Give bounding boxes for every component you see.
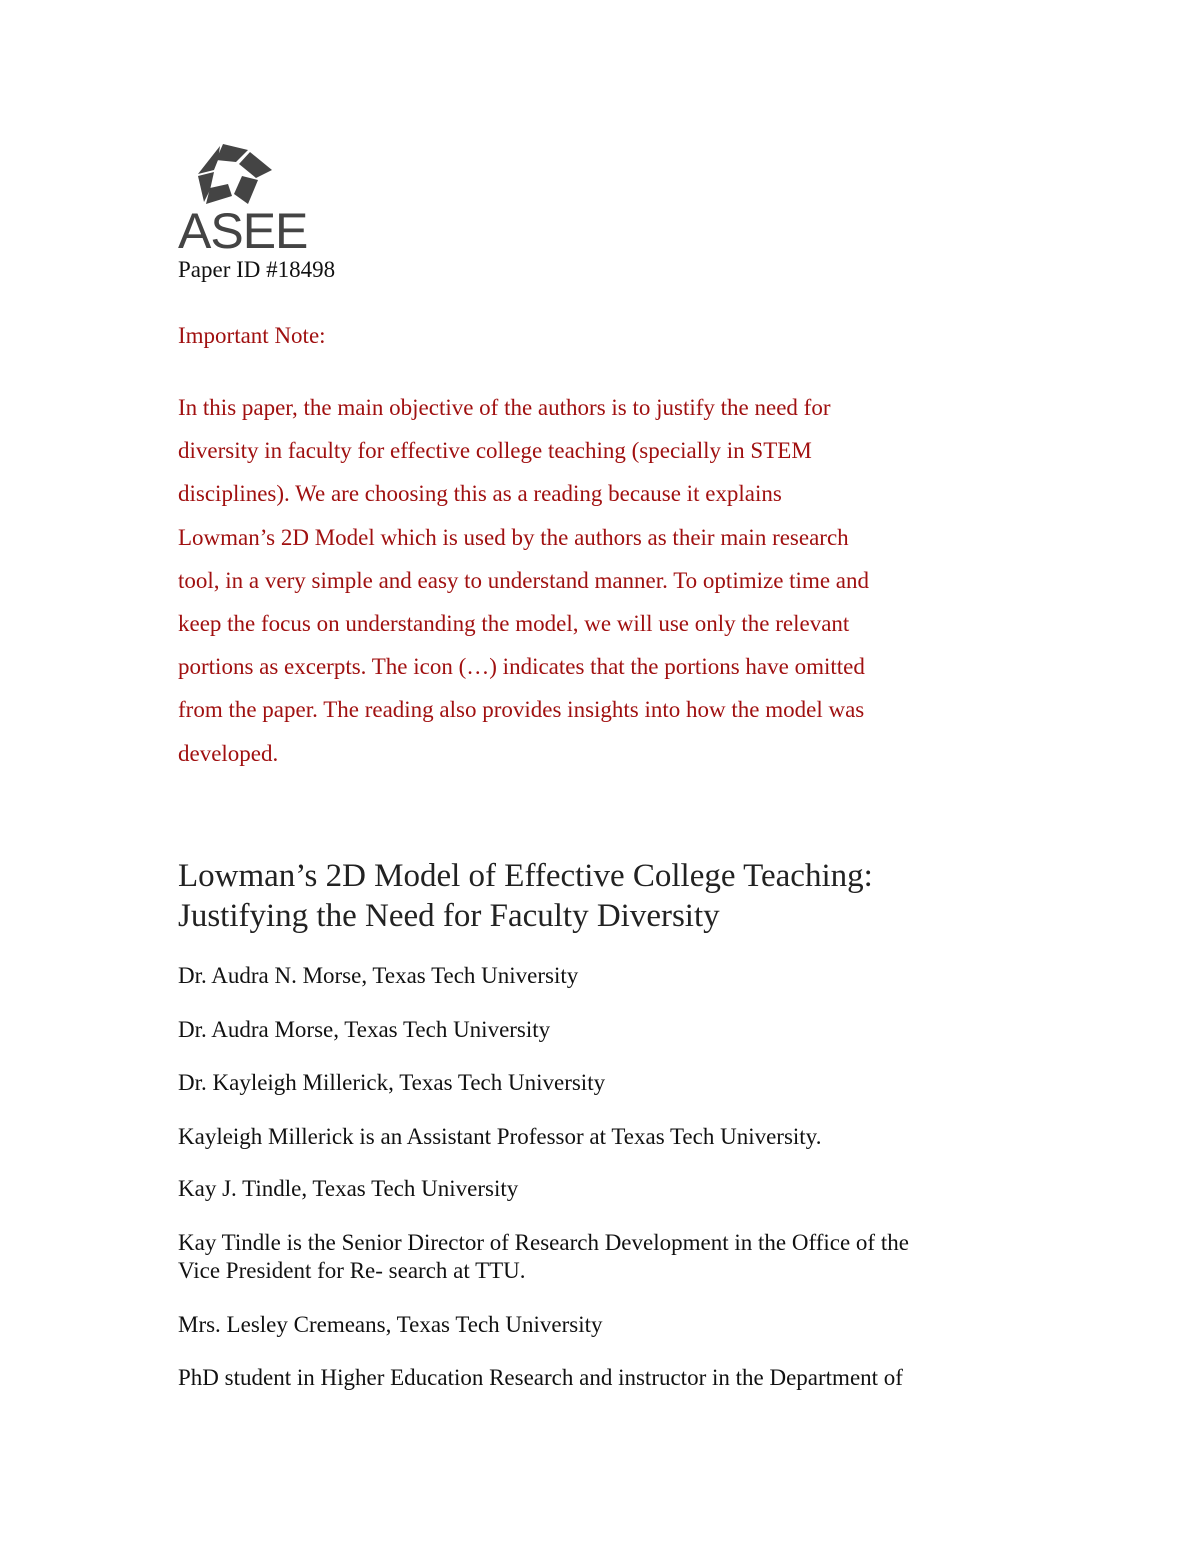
asee-logo-wordmark: ASEE bbox=[178, 203, 308, 259]
author-line: Dr. Audra Morse, Texas Tech University bbox=[178, 1017, 551, 1042]
paper-id: Paper ID #18498 bbox=[178, 257, 336, 282]
note-line: Lowman’s 2D Model which is used by the authors as their main research bbox=[178, 524, 849, 550]
author-line: Kay J. Tindle, Texas Tech University bbox=[178, 1176, 519, 1201]
paper-title bbox=[178, 856, 1058, 936]
note-line: diversity in faculty for effective college teaching (specially in STEM bbox=[178, 438, 812, 464]
author-line: Dr. Audra N. Morse, Texas Tech University bbox=[178, 963, 579, 988]
author-bio: PhD student in Higher Education Research and instructor in the Department of bbox=[178, 1365, 903, 1390]
paper-title-line: Lowman’s 2D Model of Effective College Teaching: bbox=[178, 858, 873, 894]
bio-line: Vice President for Re- search at TTU. bbox=[178, 1258, 526, 1283]
note-line: developed. bbox=[178, 740, 279, 766]
author-line: Mrs. Lesley Cremeans, Texas Tech University bbox=[178, 1312, 603, 1337]
author-line: Dr. Kayleigh Millerick, Texas Tech University bbox=[178, 1070, 606, 1095]
note-line: tool, in a very simple and easy to understand manner. To optimize time and bbox=[178, 567, 869, 593]
note-body bbox=[178, 386, 1018, 775]
note-heading: Important Note: bbox=[178, 323, 326, 348]
note-line: keep the focus on understanding the model, we will use only the relevant bbox=[178, 611, 850, 637]
note-line: disciplines). We are choosing this as a reading because it explains bbox=[178, 481, 782, 507]
bio-line: Kay Tindle is the Senior Director of Research Development in the Office of the bbox=[178, 1230, 909, 1255]
author-bio: Kayleigh Millerick is an Assistant Professor at Texas Tech University. bbox=[178, 1124, 822, 1149]
note-line: portions as excerpts. The icon (…) indicates that the portions have omitted bbox=[178, 654, 865, 680]
asee-pentagon-logo-icon bbox=[176, 140, 276, 210]
author-bio-tindle bbox=[178, 1229, 909, 1285]
paper-title-line: Justifying the Need for Faculty Diversity bbox=[178, 898, 720, 934]
note-line: from the paper. The reading also provides insights into how the model was bbox=[178, 697, 865, 723]
note-line: In this paper, the main objective of the authors is to justify the need for bbox=[178, 395, 831, 420]
